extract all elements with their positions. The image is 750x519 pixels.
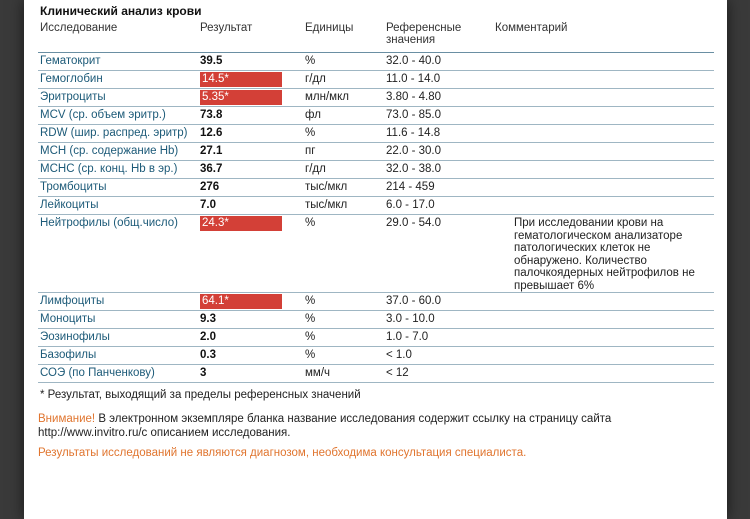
table-row [38, 215, 714, 293]
comment: При исследовании крови на гематологическом анализаторе патологических клеток не обнаружено. Количество палочкоядерных нейтрофилов не превышает 6% [514, 217, 695, 292]
table-header [38, 21, 714, 53]
test-name-link[interactable]: MCHC (ср. конц. Hb в эр.) [40, 163, 178, 175]
result-value: 39.5 [200, 55, 223, 67]
reference-range: 1.0 - 7.0 [386, 331, 429, 343]
test-name-link[interactable]: Лимфоциты [40, 295, 105, 307]
disclaimer: Результаты исследований не являются диагнозом, необходима консультация специалиста. [38, 447, 527, 459]
result-value: 27.1 [200, 145, 223, 157]
test-name-link[interactable]: Гемоглобин [40, 73, 103, 85]
test-name-link[interactable]: Гематокрит [40, 55, 101, 67]
reference-range: 29.0 - 54.0 [386, 217, 441, 229]
result-value: 12.6 [200, 127, 223, 139]
notice [38, 412, 698, 440]
reference-range: 73.0 - 85.0 [386, 109, 441, 121]
test-name-link[interactable]: Нейтрофилы (общ.число) [40, 217, 178, 229]
result-value: 276 [200, 181, 220, 193]
result-value-abnormal: 24.3* [200, 216, 282, 231]
reference-range: < 1.0 [386, 349, 412, 361]
unit: пг [305, 145, 316, 157]
unit: % [305, 295, 316, 307]
unit: % [305, 313, 316, 325]
table-row [38, 197, 714, 215]
test-name-link[interactable]: СОЭ (по Панченкову) [40, 367, 155, 379]
table-row [38, 293, 714, 311]
unit: мм/ч [305, 367, 330, 379]
reference-range: 32.0 - 40.0 [386, 55, 441, 67]
unit: % [305, 349, 316, 361]
result-value-abnormal: 64.1* [200, 294, 282, 309]
reference-range: 22.0 - 30.0 [386, 145, 441, 157]
unit: г/дл [305, 163, 326, 175]
table-row [38, 53, 714, 71]
test-name-link[interactable]: Моноциты [40, 313, 96, 325]
unit: тыс/мкл [305, 199, 348, 211]
test-name-link[interactable]: Эозинофилы [40, 331, 110, 343]
unit: фл [305, 109, 321, 121]
table-row [38, 161, 714, 179]
reference-range: 11.0 - 14.0 [386, 73, 441, 85]
table-row [38, 107, 714, 125]
test-name-link[interactable]: Базофилы [40, 349, 97, 361]
result-value: 36.7 [200, 163, 223, 175]
result-value-abnormal: 14.5* [200, 72, 282, 87]
result-value: 3 [200, 367, 207, 379]
site-link[interactable]: http://www.invitro.ru/ [38, 427, 142, 439]
unit: % [305, 127, 316, 139]
col-header-ref: Референсные значения [386, 22, 462, 46]
table-row [38, 347, 714, 365]
reference-range: 214 - 459 [386, 181, 435, 193]
notice-warning: Внимание! [38, 413, 96, 425]
result-value: 73.8 [200, 109, 223, 121]
reference-range: 3.0 - 10.0 [386, 313, 435, 325]
test-name-link[interactable]: Эритроциты [40, 91, 106, 103]
result-value: 2.0 [200, 331, 216, 343]
test-name-link[interactable]: MCH (ср. содержание Hb) [40, 145, 179, 157]
table-row [38, 125, 714, 143]
test-name-link[interactable]: Тромбоциты [40, 181, 107, 193]
unit: тыс/мкл [305, 181, 348, 193]
reference-range: 32.0 - 38.0 [386, 163, 441, 175]
reference-range: 37.0 - 60.0 [386, 295, 441, 307]
result-value: 0.3 [200, 349, 216, 361]
reference-range: 11.6 - 14.8 [386, 127, 441, 139]
unit: % [305, 55, 316, 67]
table-row [38, 311, 714, 329]
report-sheet [24, 0, 727, 519]
notice-text-2: с описанием исследования. [141, 427, 291, 439]
unit: % [305, 331, 316, 343]
table-row [38, 179, 714, 197]
test-name-link[interactable]: MCV (ср. объем эритр.) [40, 109, 166, 121]
col-header-unit: Единицы [305, 22, 354, 34]
table-row [38, 365, 714, 383]
table-row [38, 71, 714, 89]
table-row [38, 89, 714, 107]
result-value: 7.0 [200, 199, 216, 211]
report-title: Клинический анализ крови [40, 4, 202, 18]
result-value: 9.3 [200, 313, 216, 325]
reference-range: 6.0 - 17.0 [386, 199, 435, 211]
col-header-name: Исследование [40, 22, 118, 34]
table-row [38, 143, 714, 161]
reference-range: 3.80 - 4.80 [386, 91, 441, 103]
test-name-link[interactable]: Лейкоциты [40, 199, 99, 211]
test-name-link[interactable]: RDW (шир. распред. эритр) [40, 127, 188, 139]
table-row [38, 329, 714, 347]
unit: % [305, 217, 316, 229]
result-value-abnormal: 5.35* [200, 90, 282, 105]
notice-text: В электронном экземпляре бланка название исследования содержит ссылку на страницу сайта [95, 413, 612, 425]
col-header-result: Результат [200, 22, 253, 34]
footnote: * Результат, выходящий за пределы референсных значений [40, 389, 361, 401]
unit: млн/мкл [305, 91, 349, 103]
unit: г/дл [305, 73, 326, 85]
reference-range: < 12 [386, 367, 409, 379]
col-header-comment: Комментарий [495, 22, 568, 34]
